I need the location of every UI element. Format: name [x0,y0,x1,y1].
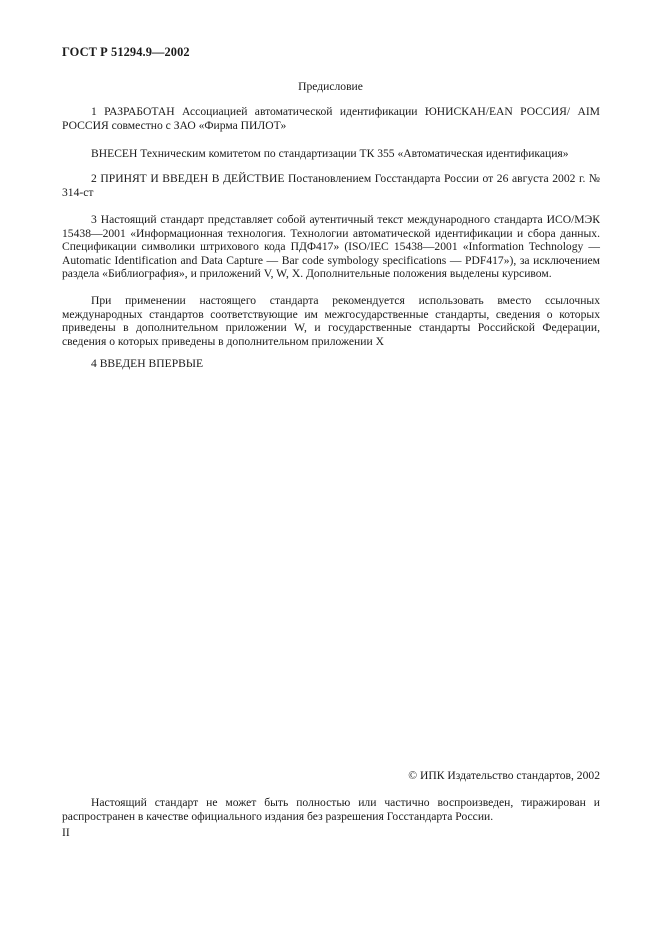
preface-item-references: При применении настоящего стандарта рекомендуется использовать вместо ссылочных международных стандартов соответствующие им межгосударственные стандарты, сведения о которых приведены в дополнительном приложении W, и государственные стандарты Российской Федерации, сведения о которых приведены в дополнительном приложении X [62,294,600,348]
copyright-line: © ИПК Издательство стандартов, 2002 [408,769,600,782]
preface-item-authentic-text: 3 Настоящий стандарт представляет собой аутентичный текст международного стандарта ИСО/МЭК 15438—2001 «Информационная технология. Технологии автоматической идентификации и сбора данных. Спецификации символики штрихового кода ПДФ417» (ISO/IEC 15438—2001 «Information Technology — Automatic Identification and Data Capture — Bar code symbology specifications — PDF417»), за исключением раздела «Библиография», и приложений V, W, X. Дополнительные положения выделены курсивом. [62,213,600,281]
preface-item-adopted: 2 ПРИНЯТ И ВВЕДЕН В ДЕЙСТВИЕ Постановлением Госстандарта России от 26 августа 2002 г. № 314-ст [62,172,600,199]
preface-item-developed: 1 РАЗРАБОТАН Ассоциацией автоматической идентификации ЮНИСКАН/EAN РОССИЯ/ AIM РОССИЯ совместно с ЗАО «Фирма ПИЛОТ» [62,105,600,132]
preface-title: Предисловие [298,80,363,93]
preface-item-introduced: ВНЕСЕН Техническим комитетом по стандартизации ТК 355 «Автоматическая идентификация» [91,147,569,160]
reproduction-notice: Настоящий стандарт не может быть полностью или частично воспроизведен, тиражирован и распространен в качестве официального издания без разрешения Госстандарта России. [62,796,600,823]
preface-item-first-edition: 4 ВВЕДЕН ВПЕРВЫЕ [91,357,204,370]
page-number: II [62,826,70,839]
document-code: ГОСТ Р 51294.9—2002 [62,45,190,59]
